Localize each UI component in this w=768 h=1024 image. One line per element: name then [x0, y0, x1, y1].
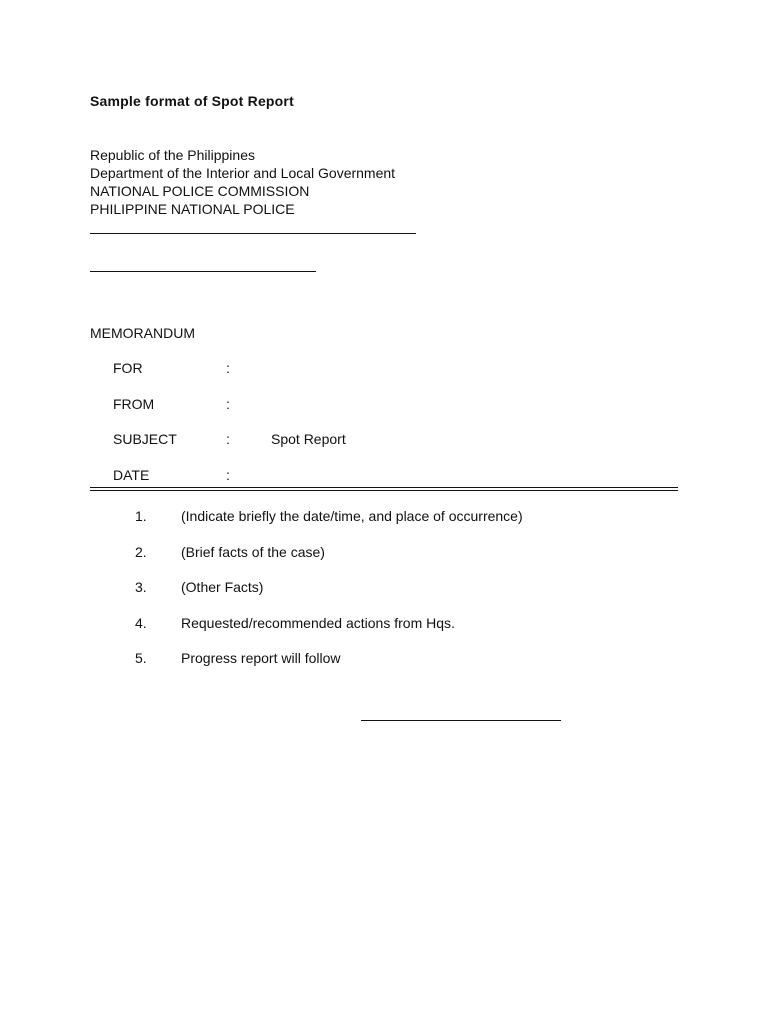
field-label: FROM: [113, 396, 155, 412]
field-colon: :: [226, 396, 230, 412]
memorandum-label: MEMORANDUM: [90, 325, 195, 341]
list-item-number: 4.: [135, 615, 147, 631]
header-underline-rule: [90, 233, 416, 234]
field-label: FOR: [113, 360, 143, 376]
field-label: DATE: [113, 467, 150, 483]
signature-line: [361, 720, 561, 721]
field-value: Spot Report: [271, 431, 346, 447]
list-item-text: (Brief facts of the case): [181, 544, 325, 560]
office-underline-rule: [90, 271, 316, 272]
list-item-number: 3.: [135, 579, 147, 595]
field-colon: :: [226, 431, 230, 447]
field-colon: :: [226, 467, 230, 483]
header-department: Department of the Interior and Local Government: [90, 165, 396, 181]
field-colon: :: [226, 360, 230, 376]
header-pnp: PHILIPPINE NATIONAL POLICE: [90, 201, 295, 217]
header-republic: Republic of the Philippines: [90, 147, 255, 163]
list-item-text: (Other Facts): [181, 579, 264, 595]
list-item-text: Progress report will follow: [181, 650, 341, 666]
header-napolcom: NATIONAL POLICE COMMISSION: [90, 183, 310, 199]
list-item-number: 5.: [135, 650, 147, 666]
memo-double-rule: [90, 487, 678, 491]
document-title: Sample format of Spot Report: [90, 93, 294, 109]
list-item-number: 2.: [135, 544, 147, 560]
field-label: SUBJECT: [113, 431, 177, 447]
list-item-number: 1.: [135, 508, 147, 524]
list-item-text: (Indicate briefly the date/time, and place of occurrence): [181, 508, 523, 524]
list-item-text: Requested/recommended actions from Hqs.: [181, 615, 455, 631]
